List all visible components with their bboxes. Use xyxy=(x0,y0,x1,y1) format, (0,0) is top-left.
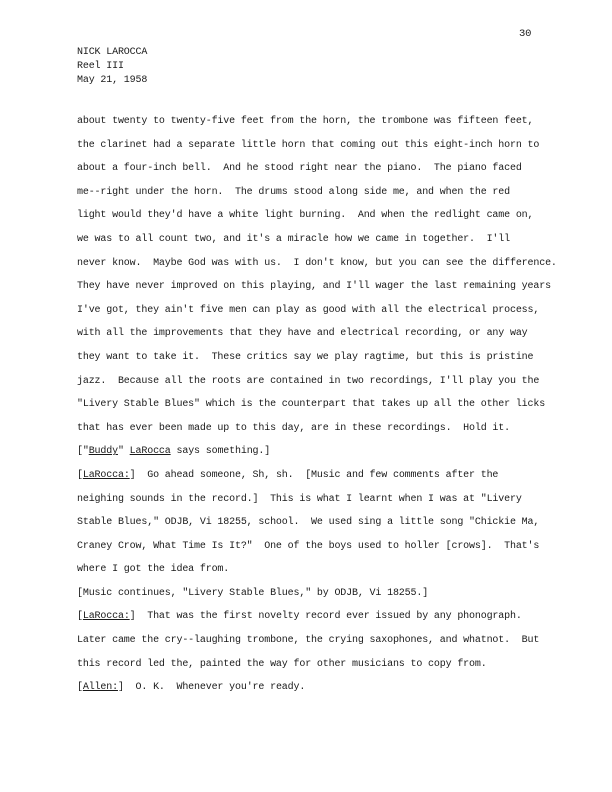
line-text: the clarinet had a separate little horn that coming out this eight-inch horn to xyxy=(77,139,540,151)
line-text: says something.] xyxy=(170,446,271,458)
transcript-line xyxy=(77,393,577,417)
transcript-line xyxy=(77,252,577,276)
speaker-name: Allen: xyxy=(82,682,118,694)
transcript-line xyxy=(77,535,577,559)
speaker-name: Buddy xyxy=(88,446,118,458)
transcript-line xyxy=(77,228,577,252)
transcript-line xyxy=(77,464,577,488)
transcript-line xyxy=(77,204,577,228)
line-text: we was to all count two, and it's a miracle how we came in together. I'll xyxy=(77,233,510,245)
line-text: where I got the idea from. xyxy=(77,564,230,576)
line-text: [ xyxy=(77,469,83,481)
line-text: [Music continues, "Livery Stable Blues," by ODJB, Vi 18255.] xyxy=(77,587,429,599)
transcript-line xyxy=(77,440,577,464)
line-text: ] O. K. Whenever you're ready. xyxy=(117,682,306,694)
line-text: [ xyxy=(77,682,83,694)
line-text: about a four-inch bell. And he stood right near the piano. The piano faced xyxy=(77,163,522,175)
transcript-line xyxy=(77,181,577,205)
transcript-line xyxy=(77,488,577,512)
transcript-header xyxy=(77,46,147,88)
page-number: 30 xyxy=(519,28,532,40)
line-text: ] Go ahead someone, Sh, sh. [Music and few comments after the xyxy=(129,469,499,481)
speaker-name: LaRocca: xyxy=(82,611,130,623)
line-text: never know. Maybe God was with us. I don't know, but you can see the difference. xyxy=(77,257,557,269)
transcript-line xyxy=(77,157,577,181)
line-text: " xyxy=(117,446,130,458)
line-text: Stable Blues," ODJB, Vi 18255, school. We used sing a little song "Chickie Ma, xyxy=(77,517,540,529)
transcript-line xyxy=(77,370,577,394)
line-text: neighing sounds in the record.] This is what I learnt when I was at "Livery xyxy=(77,493,522,505)
line-text: They have never improved on this playing, and I'll wager the last remaining years xyxy=(77,281,551,293)
transcript-body xyxy=(77,110,577,700)
transcript-line xyxy=(77,653,577,677)
transcript-line xyxy=(77,299,577,323)
transcript-line xyxy=(77,511,577,535)
line-text: light would they'd have a white light burning. And when the redlight came on, xyxy=(77,210,534,222)
line-text: Craney Crow, What Time Is It?" One of the boys used to holler [crows]. That's xyxy=(77,540,540,552)
line-text: [" xyxy=(77,446,89,458)
transcript-line xyxy=(77,582,577,606)
line-text: [ xyxy=(77,611,83,623)
transcript-line xyxy=(77,346,577,370)
speaker-name: LaRocca xyxy=(129,446,171,458)
line-text: I've got, they ain't five men can play as good with all the electrical process, xyxy=(77,304,540,316)
line-text: that has ever been made up to this day, are in these recordings. Hold it. xyxy=(77,422,510,434)
interviewee-name: NICK LAROCCA xyxy=(77,47,148,58)
line-text: Later came the cry--laughing trombone, the crying saxophones, and whatnot. But xyxy=(77,635,540,647)
line-text: they want to take it. These critics say we play ragtime, but this is pristine xyxy=(77,351,534,363)
line-text: this record led the, painted the way for other musicians to copy from. xyxy=(77,658,487,670)
line-text: jazz. Because all the roots are contained in two recordings, I'll play you the xyxy=(77,375,540,387)
transcript-line xyxy=(77,134,577,158)
transcript-line xyxy=(77,558,577,582)
line-text: me--right under the horn. The drums stood along side me, and when the red xyxy=(77,186,510,198)
reel-number: Reel III xyxy=(77,61,124,72)
transcript-line xyxy=(77,629,577,653)
line-text: with all the improvements that they have and electrical recording, or any way xyxy=(77,328,528,340)
line-text: ] That was the first novelty record ever issued by any phonograph. xyxy=(129,611,522,623)
transcript-line xyxy=(77,322,577,346)
transcript-line xyxy=(77,110,577,134)
transcript-line xyxy=(77,275,577,299)
transcript-line xyxy=(77,605,577,629)
transcript-line xyxy=(77,417,577,441)
line-text: "Livery Stable Blues" which is the counterpart that takes up all the other licks xyxy=(77,399,546,411)
transcript-line xyxy=(77,676,577,700)
interview-date: May 21, 1958 xyxy=(77,75,148,86)
line-text: about twenty to twenty-five feet from the horn, the trombone was fifteen feet, xyxy=(77,116,534,127)
speaker-name: LaRocca: xyxy=(82,469,130,481)
